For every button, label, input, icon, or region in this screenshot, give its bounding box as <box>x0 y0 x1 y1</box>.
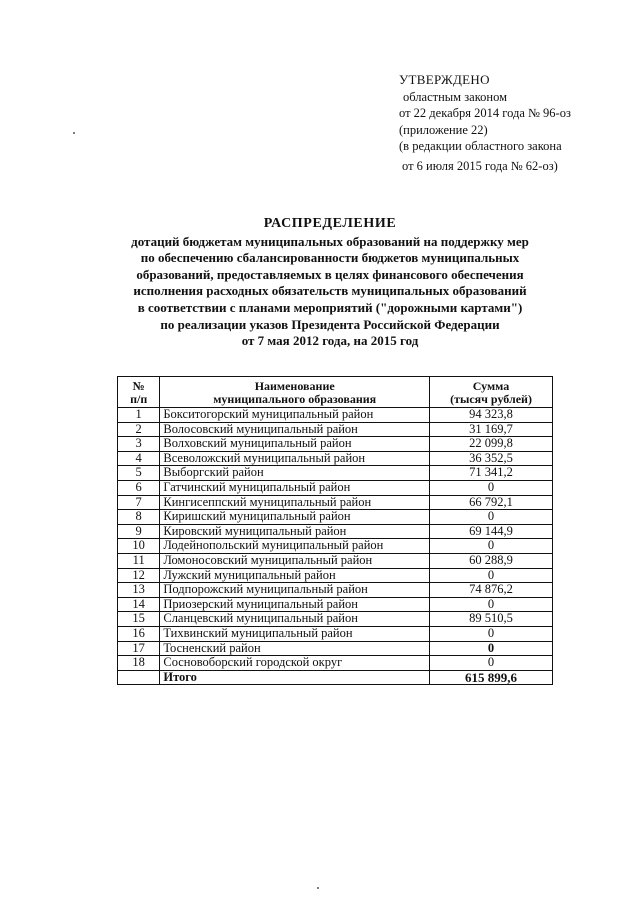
approval-line: областным законом <box>403 89 508 104</box>
header-number-line2: п/п <box>130 392 148 406</box>
approval-line: от 6 июля 2015 года № 62-оз) <box>402 158 558 173</box>
heading-line: исполнения расходных обязательств муниципальных образований <box>133 283 527 299</box>
approval-title: УТВЕРЖДЕНО <box>399 72 490 87</box>
row-number: 10 <box>118 539 160 554</box>
heading-line: дотаций бюджетам муниципальных образований на поддержку мер <box>131 233 529 249</box>
table-row <box>118 524 553 539</box>
table-row <box>118 553 553 568</box>
row-sum: 89 510,5 <box>430 612 553 627</box>
row-number: 8 <box>118 510 160 525</box>
header-sum-line2: (тысяч рублей) <box>450 392 532 406</box>
row-name: Бокситогорский муниципальный район <box>160 408 430 423</box>
row-name: Лодейнопольский муниципальный район <box>160 539 430 554</box>
row-sum: 74 876,2 <box>430 583 553 598</box>
table-row <box>118 466 553 481</box>
row-number: 13 <box>118 583 160 598</box>
table-row <box>118 408 553 423</box>
row-sum: 0 <box>430 568 553 583</box>
row-sum: 71 341,2 <box>430 466 553 481</box>
header-name-line2: муниципального образования <box>213 392 377 406</box>
row-sum: 22 099,8 <box>430 437 553 452</box>
row-number: 9 <box>118 524 160 539</box>
row-sum: 0 <box>430 539 553 554</box>
table-row <box>118 480 553 495</box>
row-sum: 0 <box>430 597 553 612</box>
row-name: Волховский муниципальный район <box>160 437 430 452</box>
header-name <box>160 377 430 408</box>
header-name-line1: Наименование <box>254 379 335 393</box>
row-name: Волосовский муниципальный район <box>160 422 430 437</box>
row-number: 6 <box>118 480 160 495</box>
row-sum: 0 <box>430 656 553 671</box>
document-heading <box>90 216 570 350</box>
row-number: 12 <box>118 568 160 583</box>
row-number: 4 <box>118 451 160 466</box>
row-sum: 0 <box>430 626 553 641</box>
heading-line: от 7 мая 2012 года, на 2015 год <box>241 333 419 349</box>
row-name: Подпорожский муниципальный район <box>160 583 430 598</box>
table-row <box>118 510 553 525</box>
row-name: Выборгский район <box>160 466 430 481</box>
row-number: 15 <box>118 612 160 627</box>
row-name: Всеволожский муниципальный район <box>160 451 430 466</box>
row-number: 2 <box>118 422 160 437</box>
table-row <box>118 437 553 452</box>
row-number: 11 <box>118 553 160 568</box>
row-number: 18 <box>118 656 160 671</box>
table-row <box>118 495 553 510</box>
row-number: 1 <box>118 408 160 423</box>
row-name: Киришский муниципальный район <box>160 510 430 525</box>
row-name: Гатчинский муниципальный район <box>160 480 430 495</box>
scan-speck <box>317 887 319 889</box>
table-row <box>118 597 553 612</box>
heading-line: по обеспечению сбалансированности бюджетов муниципальных <box>140 250 520 266</box>
row-name: Ломоносовский муниципальный район <box>160 553 430 568</box>
total-number <box>118 670 160 685</box>
row-name: Сланцевский муниципальный район <box>160 612 430 627</box>
heading-line: образований, предоставляемых в целях финансового обеспечения <box>136 266 524 282</box>
row-name: Кировский муниципальный район <box>160 524 430 539</box>
table-row <box>118 451 553 466</box>
row-name: Сосновоборский городской округ <box>160 656 430 671</box>
row-number: 14 <box>118 597 160 612</box>
row-name: Лужский муниципальный район <box>160 568 430 583</box>
row-sum: 31 169,7 <box>430 422 553 437</box>
row-sum: 94 323,8 <box>430 408 553 423</box>
row-name: Тосненский район <box>160 641 430 656</box>
approval-line: (приложение 22) <box>399 122 488 137</box>
row-number: 16 <box>118 626 160 641</box>
heading-line: по реализации указов Президента Российской Федерации <box>160 316 500 332</box>
row-name: Тихвинский муниципальный район <box>160 626 430 641</box>
row-sum: 0 <box>430 641 553 656</box>
row-sum: 69 144,9 <box>430 524 553 539</box>
row-number: 7 <box>118 495 160 510</box>
header-number-line1: № <box>132 379 145 393</box>
scan-speck <box>73 132 75 134</box>
row-number: 5 <box>118 466 160 481</box>
table-row <box>118 568 553 583</box>
document-title: РАСПРЕДЕЛЕНИЕ <box>263 216 397 231</box>
row-name: Кингисеппский муниципальный район <box>160 495 430 510</box>
row-sum: 0 <box>430 480 553 495</box>
row-number: 3 <box>118 437 160 452</box>
header-sum <box>430 377 553 408</box>
approval-stamp <box>399 72 599 174</box>
table-row <box>118 539 553 554</box>
table-row <box>118 656 553 671</box>
total-label: Итого <box>160 670 430 685</box>
approval-line: от 22 декабря 2014 года № 96-оз <box>399 106 571 120</box>
table-header-row <box>118 377 553 408</box>
row-sum: 60 288,9 <box>430 553 553 568</box>
heading-line: в соответствии с планами мероприятий ("дорожными картами") <box>137 299 523 315</box>
row-name: Приозерский муниципальный район <box>160 597 430 612</box>
total-sum: 615 899,6 <box>430 670 553 685</box>
table-row <box>118 626 553 641</box>
row-sum: 36 352,5 <box>430 451 553 466</box>
header-sum-line1: Сумма <box>472 379 510 393</box>
header-number <box>118 377 160 408</box>
total-row <box>118 670 553 685</box>
approval-line: (в редакции областного закона <box>399 139 562 153</box>
row-sum: 66 792,1 <box>430 495 553 510</box>
row-number: 17 <box>118 641 160 656</box>
distribution-table <box>117 376 553 685</box>
row-sum: 0 <box>430 510 553 525</box>
table-row <box>118 612 553 627</box>
table-row <box>118 583 553 598</box>
table-row <box>118 422 553 437</box>
table-row <box>118 641 553 656</box>
